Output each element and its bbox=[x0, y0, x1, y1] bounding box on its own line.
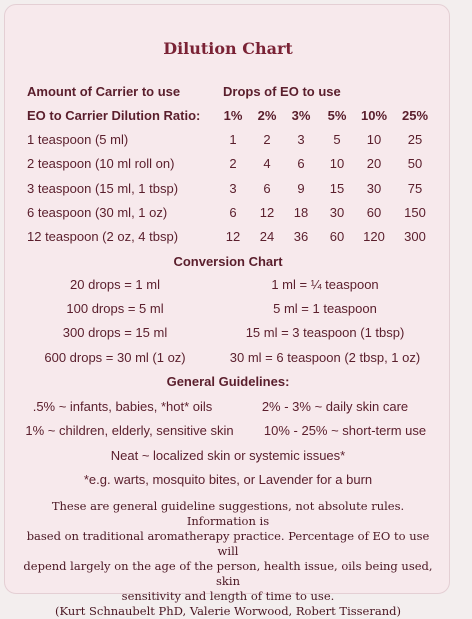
conversion-left: 300 drops = 15 ml bbox=[62, 325, 168, 340]
table-cell: 36 bbox=[293, 229, 309, 244]
table-cell: 24 bbox=[259, 229, 275, 244]
conversion-left: 20 drops = 1 ml bbox=[70, 277, 160, 292]
guideline-item: 2% - 3% ~ daily skin care bbox=[261, 399, 409, 414]
table-cell: 150 bbox=[404, 205, 426, 220]
disclaimer-note bbox=[23, 499, 433, 619]
disclaimer-sources: (Kurt Schnaubelt PhD, Valerie Worwood, Robert Tisserand) bbox=[55, 604, 401, 618]
table-cell: 9 bbox=[297, 181, 305, 196]
conversion-left: 600 drops = 30 ml (1 oz) bbox=[44, 350, 186, 365]
ratio-1-percent: 1% bbox=[223, 108, 243, 123]
conversion-right: 1 ml = ¼ teaspoon bbox=[271, 277, 379, 292]
table-cell: 6 bbox=[297, 156, 305, 171]
table-cell: 10 bbox=[366, 132, 382, 147]
table-cell: 15 bbox=[329, 181, 345, 196]
table-cell: 3 bbox=[297, 132, 305, 147]
table-cell: 300 bbox=[404, 229, 426, 244]
table-cell: 3 bbox=[229, 181, 237, 196]
table-row-label: 3 teaspoon (15 ml, 1 tbsp) bbox=[27, 181, 179, 196]
carrier-header: Amount of Carrier to use bbox=[27, 84, 181, 99]
ratio-2-percent: 2% bbox=[257, 108, 277, 123]
guideline-item: 1% ~ children, elderly, sensitive skin bbox=[25, 423, 234, 438]
conversion-right: 30 ml = 6 teaspoon (2 tbsp, 1 oz) bbox=[229, 350, 421, 365]
guideline-item: 10% - 25% ~ short-term use bbox=[263, 423, 427, 438]
conversion-right: 5 ml = 1 teaspoon bbox=[273, 301, 377, 316]
table-cell: 20 bbox=[366, 156, 382, 171]
page-title: Dilution Chart bbox=[163, 39, 293, 58]
table-cell: 2 bbox=[263, 132, 271, 147]
table-cell: 6 bbox=[263, 181, 271, 196]
guideline-neat: Neat ~ localized skin or systemic issues* bbox=[110, 448, 346, 463]
disclaimer-line: sensitivity and length of time to use. bbox=[121, 589, 335, 603]
disclaimer-line: These are general guideline suggestions, not absolute rules. Information is bbox=[51, 499, 405, 528]
table-cell: 60 bbox=[329, 229, 345, 244]
table-cell: 6 bbox=[229, 205, 237, 220]
drops-header: Drops of EO to use bbox=[223, 84, 341, 99]
conversion-left: 100 drops = 5 ml bbox=[66, 301, 164, 316]
table-cell: 1 bbox=[229, 132, 237, 147]
ratio-10-percent: 10% bbox=[360, 108, 388, 123]
guideline-item: .5% ~ infants, babies, *hot* oils bbox=[32, 399, 213, 414]
conversion-right: 15 ml = 3 teaspoon (1 tbsp) bbox=[245, 325, 405, 340]
table-row-label: 6 teaspoon (30 ml, 1 oz) bbox=[27, 205, 168, 220]
ratio-3-percent: 3% bbox=[291, 108, 311, 123]
table-cell: 30 bbox=[366, 181, 382, 196]
table-cell: 18 bbox=[293, 205, 309, 220]
table-row-label: 2 teaspoon (10 ml roll on) bbox=[27, 156, 175, 171]
table-cell: 10 bbox=[329, 156, 345, 171]
table-cell: 2 bbox=[229, 156, 237, 171]
table-row-label: 1 teaspoon (5 ml) bbox=[27, 132, 129, 147]
table-cell: 12 bbox=[225, 229, 241, 244]
guidelines-title: General Guidelines: bbox=[166, 374, 290, 389]
table-cell: 4 bbox=[263, 156, 271, 171]
table-cell: 25 bbox=[407, 132, 423, 147]
table-cell: 30 bbox=[329, 205, 345, 220]
table-row-label: 12 teaspoon (2 oz, 4 tbsp) bbox=[27, 229, 179, 244]
table-cell: 75 bbox=[407, 181, 423, 196]
disclaimer-line: depend largely on the age of the person, health issue, oils being used, skin bbox=[23, 559, 433, 588]
table-cell: 5 bbox=[333, 132, 341, 147]
table-cell: 12 bbox=[259, 205, 275, 220]
guideline-example: *e.g. warts, mosquito bites, or Lavender for a burn bbox=[83, 472, 373, 487]
conversion-chart-title: Conversion Chart bbox=[173, 254, 283, 269]
ratio-5-percent: 5% bbox=[327, 108, 347, 123]
ratio-header: EO to Carrier Dilution Ratio: bbox=[27, 108, 201, 123]
table-cell: 120 bbox=[363, 229, 385, 244]
ratio-25-percent: 25% bbox=[401, 108, 429, 123]
dilution-chart-card bbox=[4, 4, 450, 618]
table-cell: 60 bbox=[366, 205, 382, 220]
table-cell: 50 bbox=[407, 156, 423, 171]
disclaimer-line: based on traditional aromatherapy practice. Percentage of EO to use will bbox=[26, 529, 430, 558]
